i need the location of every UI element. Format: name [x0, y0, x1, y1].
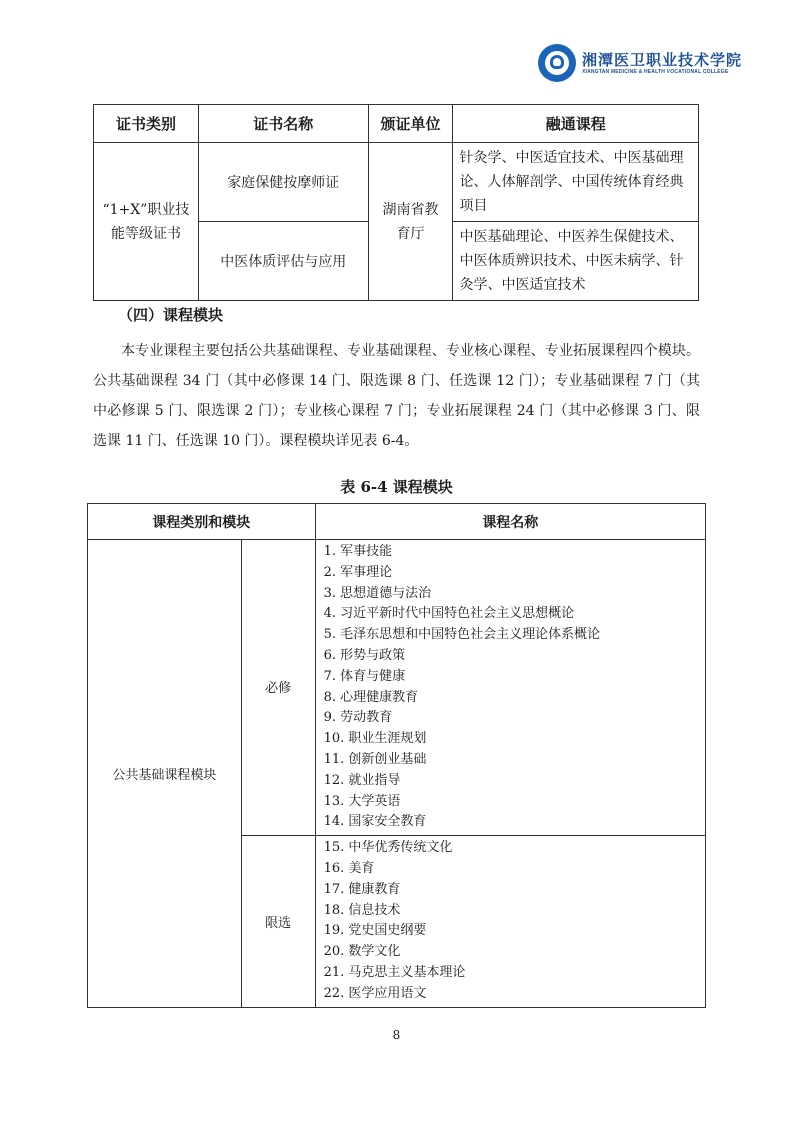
- section-paragraph: 本专业课程主要包括公共基础课程、专业基础课程、专业核心课程、专业拓展课程四个模块。公共基础课程 34 门（其中必修课 14 门、限选课 8 门、任选课 12 门）；专业基础课程 7 门（其中必修课 5 门、限选课 2 门）；专业核心课程 7 门；专业拓展课程 24 门（其中必修课 3 门、限选课 11 门、任选课 10 门）。课程模块详见表 6-4。: [93, 343, 700, 449]
- course-item: 10. 职业生涯规划: [323, 731, 427, 747]
- course-list-required: [315, 540, 705, 836]
- course-type-required: 必修: [241, 540, 315, 836]
- course-item: 21. 马克思主义基本理论: [323, 964, 466, 980]
- linked-courses-cell: 针灸学、中医适宜技术、中医基础理论、人体解剖学、中国传统体育经典项目: [453, 143, 699, 222]
- table-row: [94, 143, 699, 222]
- header-course-name: 课程名称: [315, 504, 705, 540]
- linked-courses-cell: 中医基础理论、中医养生保健技术、中医体质辨识技术、中医未病学、针灸学、中医适宜技术: [453, 222, 699, 301]
- course-item: 20. 数学文化: [323, 944, 401, 960]
- course-module-table-header: [88, 504, 706, 540]
- course-item: 1. 军事技能: [323, 544, 393, 559]
- course-item: 4. 习近平新时代中国特色社会主义思想概论: [323, 606, 575, 622]
- course-item: 7. 体育与健康: [323, 668, 406, 684]
- header-cert-name: 证书名称: [198, 105, 368, 143]
- course-item: 19. 党史国史纲要: [323, 923, 427, 939]
- logo-english-name: XIANGTAN MEDICINE & HEALTH VOCATIONAL COLLEGE: [582, 68, 729, 75]
- course-type-elective: 限选: [241, 836, 315, 1007]
- issuer-cell: 湖南省教育厅: [368, 143, 453, 301]
- logo-chinese-name: 湘潭医卫职业技术学院: [582, 50, 743, 69]
- course-item: 13. 大学英语: [323, 793, 401, 809]
- page-number: 8: [392, 1028, 401, 1042]
- table-row: [88, 540, 706, 836]
- header-issuer: 颁证单位: [368, 105, 453, 143]
- table-caption: 表 6-4 课程模块: [340, 478, 453, 496]
- course-item: 8. 心理健康教育: [323, 689, 419, 705]
- course-item: 15. 中华优秀传统文化: [323, 840, 453, 856]
- college-emblem-icon: [538, 44, 576, 82]
- course-list-elective: [315, 836, 705, 1007]
- course-item: 11. 创新创业基础: [323, 751, 427, 767]
- course-item: 6. 形势与政策: [323, 647, 406, 663]
- certificate-table: [93, 104, 699, 301]
- cert-name-cell: 中医体质评估与应用: [198, 222, 368, 301]
- cert-category-cell: “1+X”职业技能等级证书: [94, 143, 199, 301]
- course-item: 12. 就业指导: [323, 772, 401, 788]
- course-item: 22. 医学应用语文: [323, 985, 427, 1001]
- module-name-cell: 公共基础课程模块: [88, 540, 242, 1008]
- course-item: 9. 劳动教育: [323, 710, 393, 726]
- course-item: 18. 信息技术: [323, 902, 401, 918]
- course-module-table: [87, 503, 706, 1008]
- course-item: 3. 思想道德与法治: [323, 585, 432, 601]
- header-category-module: 课程类别和模块: [88, 504, 316, 540]
- course-item: 2. 军事理论: [323, 564, 393, 580]
- course-item: 5. 毛泽东思想和中国特色社会主义理论体系概论: [323, 627, 601, 643]
- course-item: 14. 国家安全教育: [323, 814, 427, 830]
- header-linked-courses: 融通课程: [453, 105, 699, 143]
- course-item: 17. 健康教育: [323, 881, 401, 897]
- cert-name-cell: 家庭保健按摩师证: [198, 143, 368, 222]
- course-item: 16. 美育: [323, 860, 375, 876]
- certificate-table-header: [94, 105, 699, 143]
- header-cert-category: 证书类别: [94, 105, 199, 143]
- section-heading: （四）课程模块: [118, 306, 224, 324]
- college-logo: [538, 44, 742, 82]
